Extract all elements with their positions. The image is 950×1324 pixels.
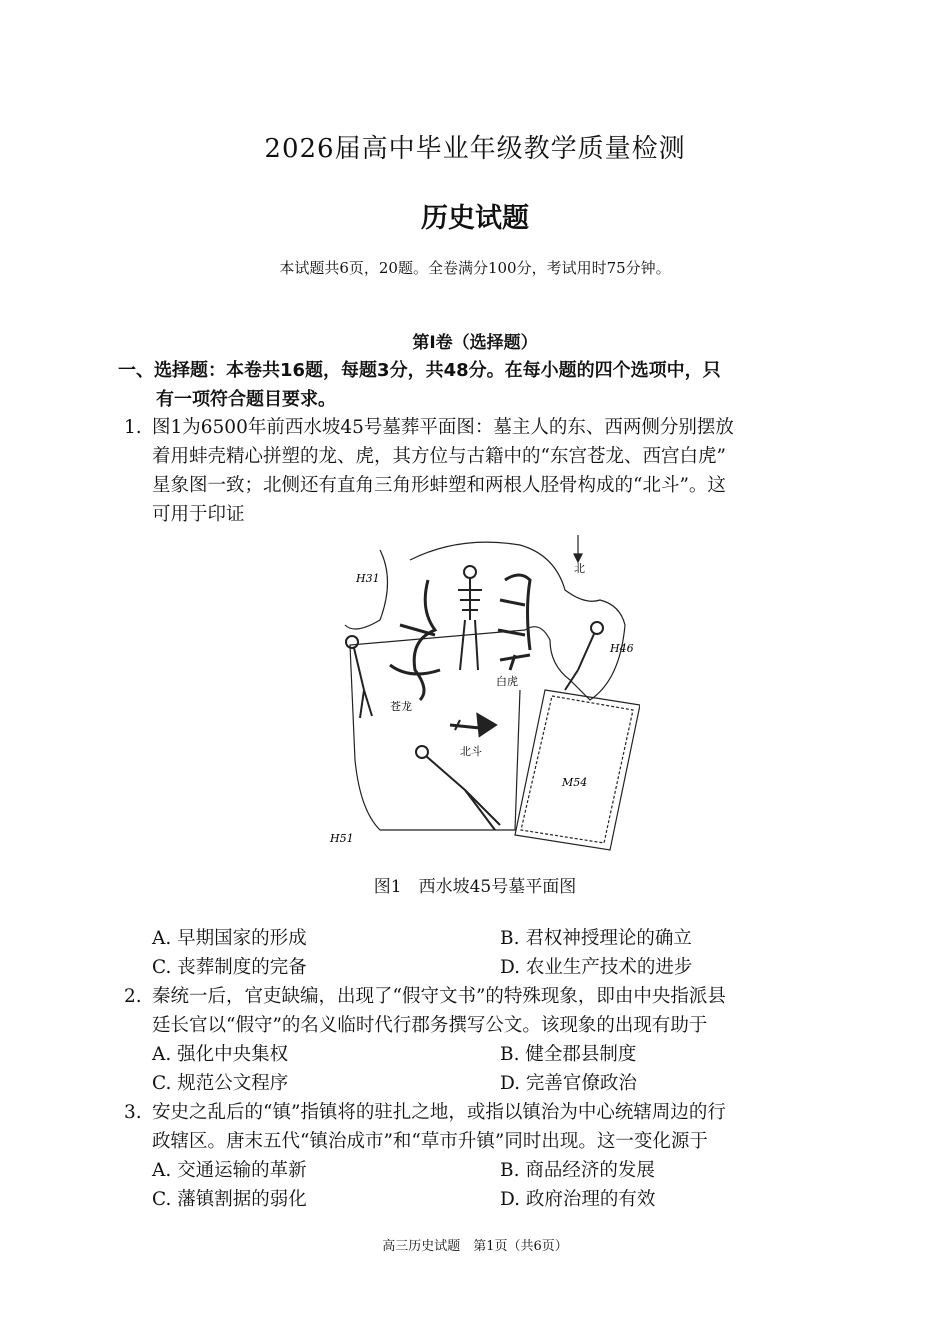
tiger-mosaic-icon — [498, 575, 530, 670]
question-3 — [124, 1098, 844, 1156]
section-line-1: 一、选择题：本卷共16题，每题3分，共48分。在每小题的四个选项中，只 — [118, 360, 721, 381]
north-arrow-icon — [574, 535, 582, 562]
question-line: 星象图一致；北侧还有直角三角形蚌塑和两根人胫骨构成的“北斗”。这 — [152, 475, 726, 496]
label-canglong: 苍龙 — [390, 700, 412, 713]
option-a: A. 早期国家的形成 — [152, 928, 307, 949]
question-2 — [124, 982, 844, 1040]
label-beidou: 北斗 — [460, 745, 482, 758]
exam-note: 本试题共6页，20题。全卷满分100分，考试用时75分钟。 — [279, 259, 671, 277]
option-a: A. 交通运输的革新 — [152, 1160, 307, 1181]
label-m54: M54 — [562, 776, 588, 789]
question-number: 2. — [124, 986, 142, 1007]
question-line: 可用于印证 — [152, 504, 245, 525]
skeleton-east — [565, 622, 603, 690]
question-line: 政辖区。唐末五代“镇治成市”和“草市升镇”同时出现。这一变化源于 — [152, 1131, 708, 1152]
question-number: 3. — [124, 1102, 142, 1123]
option-d: D. 完善官僚政治 — [500, 1073, 637, 1094]
option-b: B. 商品经济的发展 — [500, 1160, 655, 1181]
option-b: B. 健全郡县制度 — [500, 1044, 637, 1065]
label-baihu: 白虎 — [496, 675, 518, 688]
option-d: D. 农业生产技术的进步 — [500, 957, 693, 978]
question-1 — [124, 413, 844, 529]
question-line: 秦统一后，官吏缺编，出现了“假守文书”的特殊现象，即由中央指派县 — [152, 986, 726, 1007]
tomb-plan-figure — [320, 530, 640, 860]
volume-heading: 第I卷（选择题） — [412, 333, 538, 353]
exam-title: 2026届高中毕业年级教学质量检测 — [264, 134, 686, 164]
option-d: D. 政府治理的有效 — [500, 1189, 656, 1210]
skeleton-main — [458, 566, 482, 670]
option-b: B. 君权神授理论的确立 — [500, 928, 692, 949]
label-h31: H31 — [356, 572, 380, 585]
figure-caption: 图1 西水坡45号墓平面图 — [373, 877, 577, 897]
question-line: 廷长官以“假守”的名义临时代行郡务撰写公文。该现象的出现有助于 — [152, 1015, 708, 1036]
label-north: 北 — [574, 562, 585, 575]
beidou-mosaic-icon — [450, 715, 495, 735]
option-c: C. 规范公文程序 — [152, 1073, 289, 1094]
exam-subject: 历史试题 — [421, 203, 529, 234]
question-line: 图1为6500年前西水坡45号墓葬平面图：墓主人的东、西两侧分别摆放 — [152, 417, 734, 438]
option-a: A. 强化中央集权 — [152, 1044, 289, 1065]
question-number: 1. — [124, 417, 142, 438]
label-h46: H46 — [610, 642, 634, 655]
skeleton-west — [346, 636, 372, 718]
page-footer: 高三历史试题 第1页（共6页） — [382, 1239, 568, 1254]
skeleton-south — [416, 746, 500, 830]
section-instructions — [118, 356, 843, 414]
section-line-2: 有一项符合题目要求。 — [156, 389, 336, 410]
option-c: C. 丧葬制度的完备 — [152, 957, 307, 978]
question-line: 安史之乱后的“镇”指镇将的驻扎之地，或指以镇治为中心统辖周边的行 — [152, 1102, 726, 1123]
option-c: C. 藩镇割据的弱化 — [152, 1189, 307, 1210]
label-h51: H51 — [330, 832, 354, 845]
question-line: 着用蚌壳精心拼塑的龙、虎，其方位与古籍中的“东宫苍龙、西宫白虎” — [152, 446, 726, 467]
